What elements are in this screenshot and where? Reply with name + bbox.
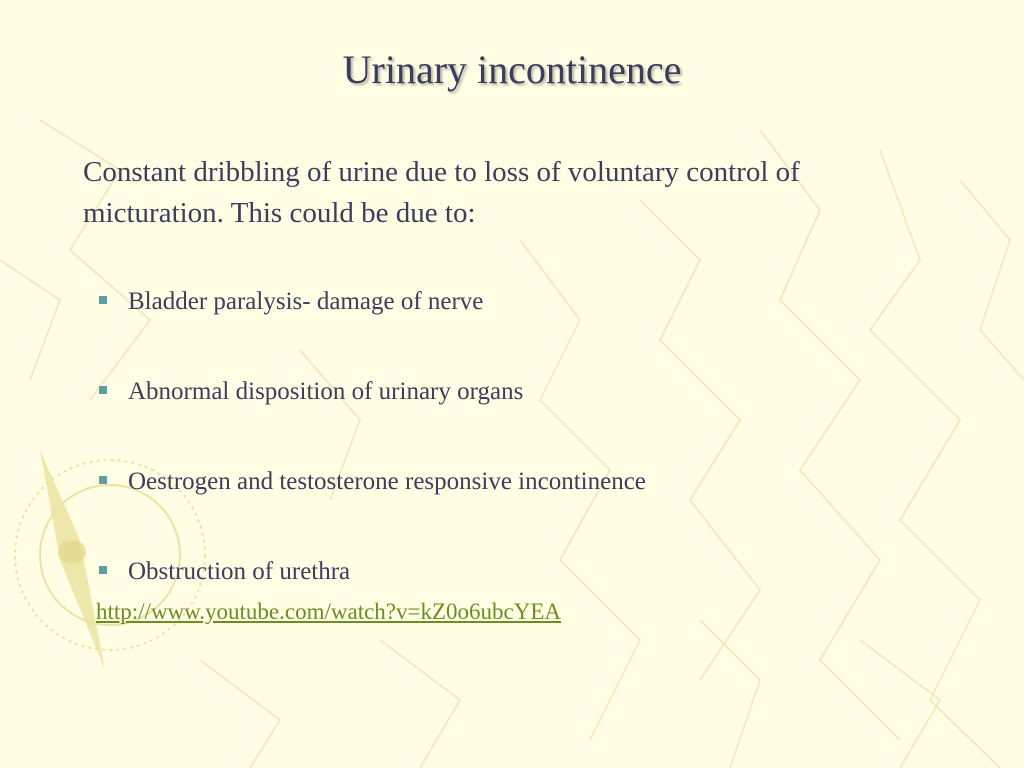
bullet-text: Oestrogen and testosterone responsive incontinence: [128, 468, 646, 495]
bullet-text: Abnormal disposition of urinary organs: [128, 378, 524, 405]
youtube-link[interactable]: http://www.youtube.com/watch?v=kZ0o6ubcYEA: [96, 599, 561, 624]
bullet-square-icon: [99, 296, 107, 304]
bullet-square-icon: [99, 386, 107, 394]
bullet-square-icon: [99, 566, 107, 574]
intro-paragraph: Constant dribbling of urine due to loss of voluntary control of micturation. This could be due to:: [83, 156, 800, 229]
bullet-text: Obstruction of urethra: [128, 558, 351, 585]
slide-title: Urinary incontinence: [342, 47, 682, 92]
bullet-square-icon: [99, 476, 107, 484]
bullet-text: Bladder paralysis- damage of nerve: [128, 288, 484, 315]
